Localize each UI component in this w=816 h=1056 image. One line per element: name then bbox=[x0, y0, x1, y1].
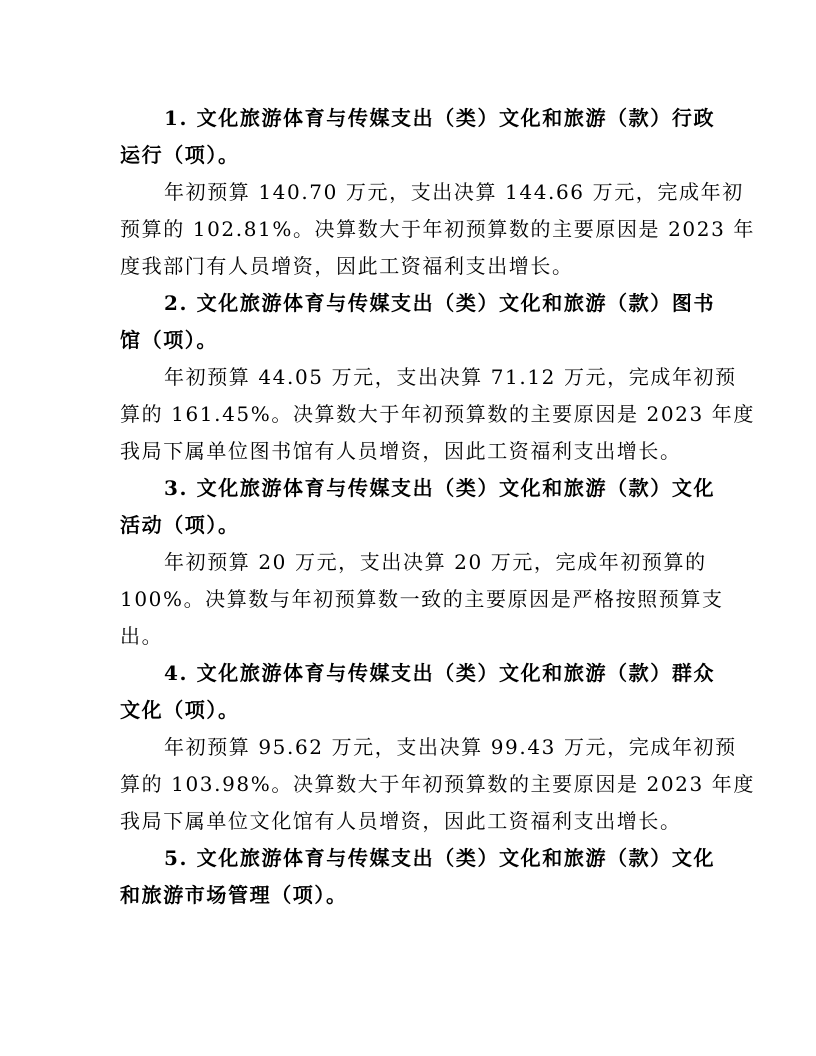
section-4-body-line-3: 我局下属单位文化馆有人员增资，因此工资福利支出增长。 bbox=[120, 809, 682, 833]
section-5-heading-line-2: 和旅游市场管理（项）。 bbox=[120, 883, 348, 907]
section-3-body-line-3: 出。 bbox=[120, 624, 164, 648]
section-4-body-line-2: 算的 103.98%。决算数大于年初预算数的主要原因是 2023 年度 bbox=[120, 772, 755, 796]
section-2-heading bbox=[120, 285, 716, 359]
section-3-body-line-1: 年初预算 20 万元，支出决算 20 万元，完成年初预算的 bbox=[164, 550, 707, 574]
section-2-heading-line-2: 馆（项）。 bbox=[120, 328, 218, 352]
section-3-body bbox=[120, 544, 724, 655]
section-2-body-line-3: 我局下属单位图书馆有人员增资，因此工资福利支出增长。 bbox=[120, 439, 682, 463]
section-1-body-line-3: 度我部门有人员增资，因此工资福利支出增长。 bbox=[120, 254, 574, 278]
section-1-heading bbox=[120, 100, 716, 174]
section-4-heading-line-2: 文化（项）。 bbox=[120, 698, 240, 722]
section-3-heading-line-1: 3. 文化旅游体育与传媒支出（类）文化和旅游（款）文化 bbox=[164, 476, 716, 500]
section-3-heading bbox=[120, 470, 716, 544]
section-4-heading bbox=[120, 655, 716, 729]
section-2-body-line-1: 年初预算 44.05 万元，支出决算 71.12 万元，完成年初预 bbox=[164, 365, 737, 389]
section-2-body-line-2: 算的 161.45%。决算数大于年初预算数的主要原因是 2023 年度 bbox=[120, 402, 755, 426]
section-4-body-line-1: 年初预算 95.62 万元，支出决算 99.43 万元，完成年初预 bbox=[164, 735, 737, 759]
section-1-heading-line-2: 运行（项）。 bbox=[120, 143, 240, 167]
section-3-heading-line-2: 活动（项）。 bbox=[120, 513, 240, 537]
section-3-body-line-2: 100%。决算数与年初预算数一致的主要原因是严格按照预算支 bbox=[120, 587, 724, 611]
document-page bbox=[120, 100, 755, 914]
section-1-body-line-2: 预算的 102.81%。决算数大于年初预算数的主要原因是 2023 年 bbox=[120, 217, 755, 241]
section-5-heading-line-1: 5. 文化旅游体育与传媒支出（类）文化和旅游（款）文化 bbox=[164, 846, 716, 870]
section-4-body bbox=[120, 729, 755, 840]
section-1-body-line-1: 年初预算 140.70 万元，支出决算 144.66 万元，完成年初 bbox=[164, 180, 744, 204]
section-1-heading-line-1: 1. 文化旅游体育与传媒支出（类）文化和旅游（款）行政 bbox=[164, 106, 716, 130]
section-2-heading-line-1: 2. 文化旅游体育与传媒支出（类）文化和旅游（款）图书 bbox=[164, 291, 716, 315]
section-1-body bbox=[120, 174, 755, 285]
section-5-heading bbox=[120, 840, 716, 914]
section-4-heading-line-1: 4. 文化旅游体育与传媒支出（类）文化和旅游（款）群众 bbox=[164, 661, 716, 685]
section-2-body bbox=[120, 359, 755, 470]
